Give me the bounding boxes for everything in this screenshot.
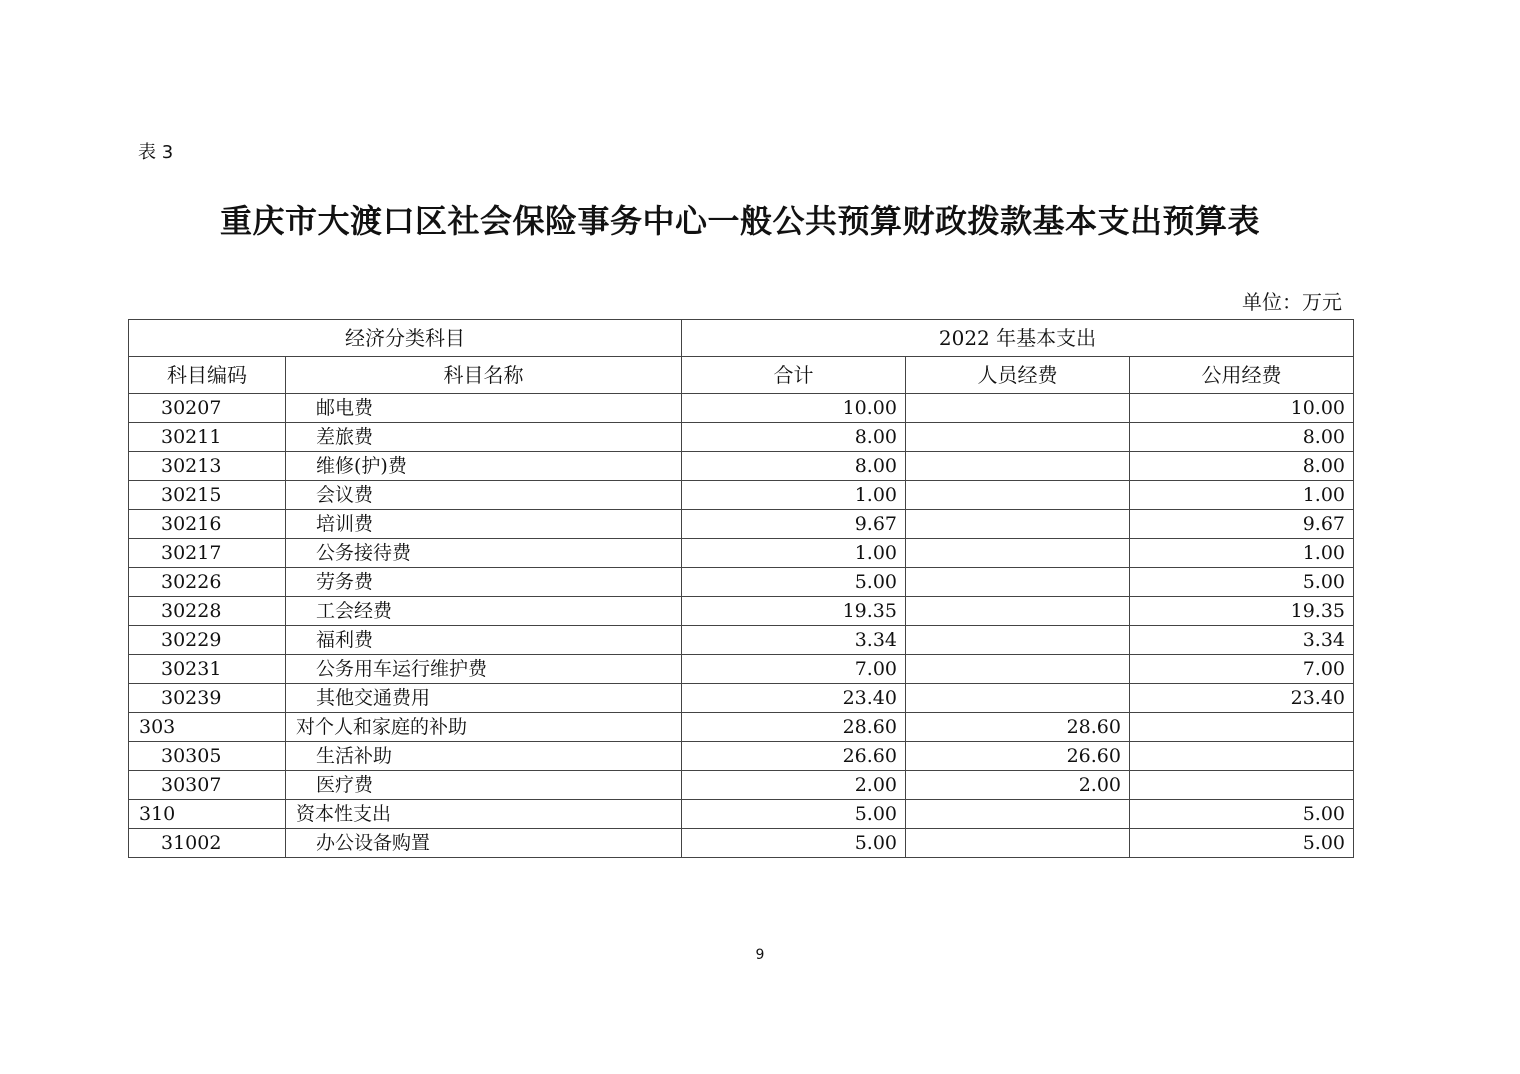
cell-personnel	[906, 394, 1130, 423]
cell-name: 医疗费	[286, 771, 682, 800]
table-row	[129, 452, 1354, 481]
cell-public	[1130, 742, 1354, 771]
cell-public	[1130, 713, 1354, 742]
cell-personnel	[906, 423, 1130, 452]
cell-name: 办公设备购置	[286, 829, 682, 858]
cell-personnel	[906, 568, 1130, 597]
page-title: 重庆市大渡口区社会保险事务中心一般公共预算财政拨款基本支出预算表	[219, 202, 1260, 240]
cell-name: 差旅费	[286, 423, 682, 452]
cell-code: 30216	[129, 510, 286, 539]
cell-total: 2.00	[682, 771, 906, 800]
cell-personnel: 2.00	[906, 771, 1130, 800]
table-row	[129, 481, 1354, 510]
header-code: 科目编码	[129, 357, 286, 394]
header-row-group	[129, 320, 1354, 357]
table-row	[129, 771, 1354, 800]
cell-code: 303	[129, 713, 286, 742]
cell-public: 5.00	[1130, 800, 1354, 829]
cell-code: 30229	[129, 626, 286, 655]
cell-code: 30231	[129, 655, 286, 684]
cell-personnel	[906, 481, 1130, 510]
cell-public: 8.00	[1130, 452, 1354, 481]
cell-code: 30211	[129, 423, 286, 452]
cell-public: 1.00	[1130, 539, 1354, 568]
table-row	[129, 655, 1354, 684]
cell-code: 30215	[129, 481, 286, 510]
cell-personnel	[906, 684, 1130, 713]
cell-personnel	[906, 626, 1130, 655]
cell-personnel	[906, 800, 1130, 829]
cell-code: 30305	[129, 742, 286, 771]
cell-personnel	[906, 539, 1130, 568]
cell-personnel: 26.60	[906, 742, 1130, 771]
cell-total: 8.00	[682, 423, 906, 452]
header-personnel: 人员经费	[906, 357, 1130, 394]
cell-name: 其他交通费用	[286, 684, 682, 713]
page-number: 9	[755, 947, 765, 963]
cell-personnel	[906, 597, 1130, 626]
cell-name: 培训费	[286, 510, 682, 539]
cell-name: 公务接待费	[286, 539, 682, 568]
cell-name: 资本性支出	[286, 800, 682, 829]
cell-total: 3.34	[682, 626, 906, 655]
header-row-columns	[129, 357, 1354, 394]
cell-code: 30239	[129, 684, 286, 713]
header-econ-group: 经济分类科目	[129, 320, 682, 357]
header-public: 公用经费	[1130, 357, 1354, 394]
table-body	[129, 394, 1354, 858]
cell-code: 30217	[129, 539, 286, 568]
table-row	[129, 510, 1354, 539]
cell-public: 8.00	[1130, 423, 1354, 452]
table-row	[129, 597, 1354, 626]
cell-public: 7.00	[1130, 655, 1354, 684]
table-row	[129, 800, 1354, 829]
header-total: 合计	[682, 357, 906, 394]
cell-total: 19.35	[682, 597, 906, 626]
cell-total: 9.67	[682, 510, 906, 539]
cell-name: 工会经费	[286, 597, 682, 626]
unit-label: 单位：万元	[1242, 290, 1342, 314]
table-row	[129, 829, 1354, 858]
cell-public: 19.35	[1130, 597, 1354, 626]
table-row	[129, 539, 1354, 568]
cell-code: 30213	[129, 452, 286, 481]
table-row	[129, 394, 1354, 423]
cell-total: 26.60	[682, 742, 906, 771]
cell-public: 9.67	[1130, 510, 1354, 539]
cell-public: 5.00	[1130, 829, 1354, 858]
table-row	[129, 713, 1354, 742]
cell-public: 23.40	[1130, 684, 1354, 713]
table-row	[129, 742, 1354, 771]
cell-personnel: 28.60	[906, 713, 1130, 742]
cell-public	[1130, 771, 1354, 800]
cell-public: 10.00	[1130, 394, 1354, 423]
table-label: 表 3	[138, 142, 174, 163]
cell-total: 5.00	[682, 800, 906, 829]
cell-total: 8.00	[682, 452, 906, 481]
cell-total: 23.40	[682, 684, 906, 713]
budget-table	[128, 319, 1354, 858]
header-expense-group: 2022 年基本支出	[682, 320, 1354, 357]
cell-name: 公务用车运行维护费	[286, 655, 682, 684]
cell-name: 会议费	[286, 481, 682, 510]
cell-personnel	[906, 510, 1130, 539]
cell-total: 5.00	[682, 829, 906, 858]
cell-code: 30228	[129, 597, 286, 626]
header-name: 科目名称	[286, 357, 682, 394]
cell-code: 310	[129, 800, 286, 829]
cell-name: 对个人和家庭的补助	[286, 713, 682, 742]
cell-total: 1.00	[682, 539, 906, 568]
cell-code: 30226	[129, 568, 286, 597]
cell-total: 28.60	[682, 713, 906, 742]
cell-personnel	[906, 829, 1130, 858]
cell-name: 福利费	[286, 626, 682, 655]
cell-code: 30207	[129, 394, 286, 423]
cell-code: 30307	[129, 771, 286, 800]
cell-total: 5.00	[682, 568, 906, 597]
cell-public: 3.34	[1130, 626, 1354, 655]
cell-personnel	[906, 655, 1130, 684]
cell-total: 7.00	[682, 655, 906, 684]
cell-personnel	[906, 452, 1130, 481]
cell-name: 维修(护)费	[286, 452, 682, 481]
table-row	[129, 684, 1354, 713]
cell-public: 1.00	[1130, 481, 1354, 510]
cell-code: 31002	[129, 829, 286, 858]
cell-total: 10.00	[682, 394, 906, 423]
cell-name: 生活补助	[286, 742, 682, 771]
cell-name: 劳务费	[286, 568, 682, 597]
table-row	[129, 626, 1354, 655]
cell-total: 1.00	[682, 481, 906, 510]
cell-public: 5.00	[1130, 568, 1354, 597]
cell-name: 邮电费	[286, 394, 682, 423]
table-row	[129, 568, 1354, 597]
table-row	[129, 423, 1354, 452]
